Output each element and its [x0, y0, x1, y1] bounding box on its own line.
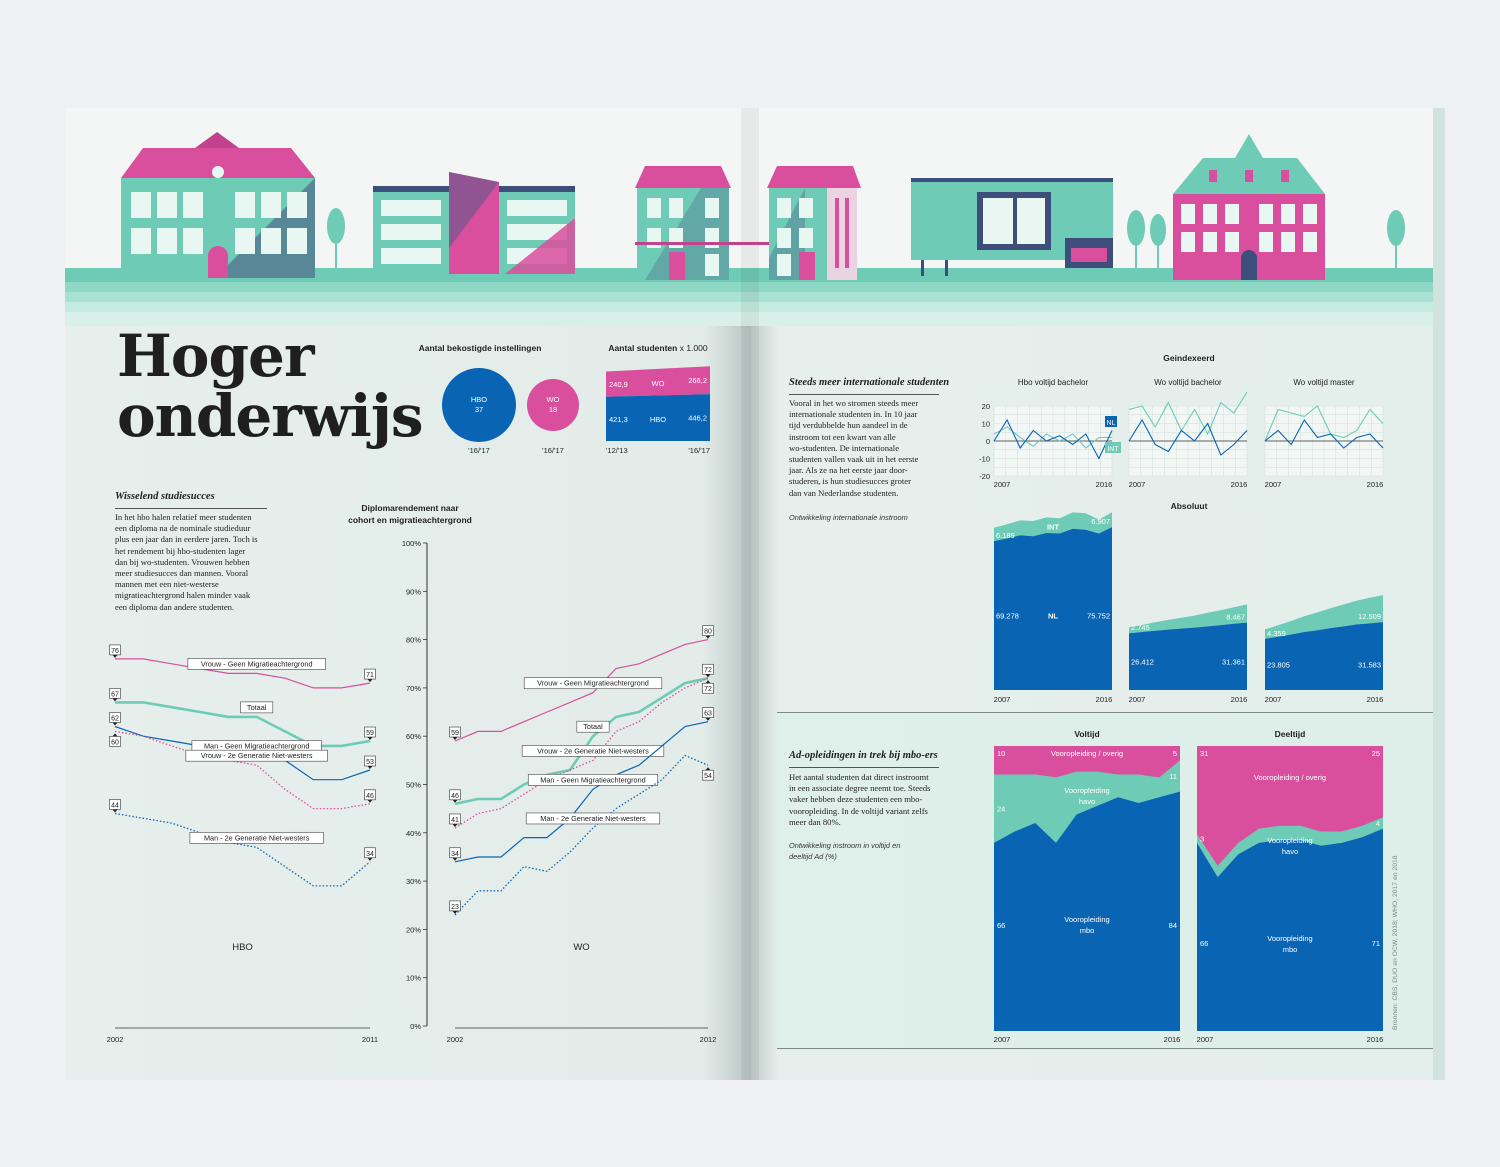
wo-bubble-label: WO	[546, 395, 560, 404]
hbo-rendement-value-label: 59	[366, 730, 374, 738]
ad-heading: Ad-opleidingen in trek bij mbo-ers	[789, 750, 938, 761]
rendement-y-tick-label: 40%	[405, 828, 421, 838]
hbo-rendement-x-start: 2002	[106, 1035, 124, 1044]
ad-panel-title: Deeltijd	[1274, 729, 1306, 739]
international-rule	[789, 394, 939, 395]
wo-bubble-year: '16/'17	[542, 446, 564, 455]
absoluut-int-label: INT	[1046, 522, 1060, 532]
ad-mbo-label: Vooropleiding	[1267, 934, 1313, 943]
wo-rendement-value-label: 23	[451, 903, 459, 911]
rendement-y-tick-label: 90%	[405, 587, 421, 597]
geindexeerd-x-start: 2007	[1264, 480, 1282, 489]
absoluut-x-end: 2016	[1095, 695, 1113, 704]
studiesucces-body: In het hbo halen relatief meer studenten een diploma na de nominale studieduur plus een jaar dan in eerdere jaren. Toch is het rendement bij hbo-studenten lager dan bij wo-studenten. Vrouwen hebben meer studiesucces dan mannen. Vooral mannen met een niet-westerse migratieachtergrond halen minder vaak een diploma dan andere studenten.	[115, 512, 258, 612]
ad-x-end: 2016	[1366, 1035, 1384, 1044]
wo-rendement-series-name: Vrouw - 2e Generatie Niet-westers	[537, 746, 649, 756]
absoluut-int-end: 8.467	[1226, 612, 1245, 622]
hbo-rendement-value-label: 44	[111, 802, 119, 810]
international-body: Vooral in het wo stromen steeds meer internationale studenten in. In 10 jaar tijd verdubbelde hun aandeel in de instroom tot een kwart van alle wo-studenten. De internationale studenten vallen vaak uit in het eerste jaar. Als ze na het eerste jaar door- studeren, is hun studiesucces groter dan van Nederlandse studenten.	[789, 398, 919, 498]
rendement-y-tick-label: 30%	[405, 877, 421, 887]
wo-rendement-value-label: 54	[704, 773, 712, 781]
hbo-rendement-series-name: Man - Geen Migratieachtergrond	[203, 741, 310, 751]
rendement-y-tick-label: 0%	[410, 1022, 421, 1031]
hbo-bubble-value: 37	[474, 405, 484, 414]
hbo-rendement-series-line	[115, 814, 370, 886]
ad-panel-title: Voltijd	[1074, 729, 1100, 739]
hbo-students-start: 421,3	[609, 414, 628, 424]
ad-havo-start: 3	[1200, 834, 1205, 844]
wo-rendement-value-label: 80	[704, 628, 712, 636]
hbo-rendement-value-label: 34	[366, 850, 374, 858]
absoluut-int-end: 6.907	[1091, 517, 1110, 527]
wo-rendement-x-start: 2002	[446, 1035, 464, 1044]
hbo-rendement-series-name: Totaal	[246, 702, 267, 712]
hbo-rendement-value-pointer	[368, 766, 373, 769]
ad-x-start: 2007	[993, 1035, 1011, 1044]
wo-rendement-series-name: Totaal	[583, 722, 603, 732]
ad-mbo-start: 66	[997, 921, 1006, 930]
ad-havo-start: 24	[997, 804, 1006, 814]
absoluut-nl-start: 26.412	[1131, 657, 1154, 667]
wo-rendement-value-label: 63	[704, 710, 712, 718]
geindexeerd-y-label: 0	[985, 437, 990, 446]
wo-rendement-value-label: 34	[451, 850, 459, 858]
ad-x-end: 2016	[1163, 1035, 1181, 1044]
wo-rendement-value-pointer	[706, 767, 711, 770]
hbo-rendement-value-pointer	[368, 737, 373, 740]
absoluut-nl-area	[1129, 623, 1247, 690]
rendement-title: Diplomarendement naar cohort en migratieachtergrond	[348, 503, 472, 525]
hbo-rendement-value-pointer	[113, 655, 118, 658]
students-header: Aantal studenten x 1.000	[608, 343, 708, 353]
international-caption: Ontwikkeling internationale instroom	[789, 513, 908, 522]
geindexeerd-panel-title: Wo voltijd bachelor	[1154, 378, 1222, 387]
wo-rendement-value-label: 72	[704, 667, 712, 675]
absoluut-nl-end: 31.361	[1222, 657, 1245, 667]
hbo-rendement-value-pointer	[113, 810, 118, 813]
students-year-start: '12/'13	[606, 446, 628, 455]
hbo-rendement-value-label: 67	[111, 691, 119, 699]
absoluut-nl-start: 69.278	[996, 611, 1019, 621]
wo-rendement-value-pointer	[706, 674, 711, 677]
hbo-rendement-value-pointer	[368, 858, 373, 861]
ad-mbo-end: 84	[1168, 921, 1177, 930]
hbo-rendement-value-pointer	[113, 733, 118, 736]
geindexeerd-y-label: 10	[981, 419, 990, 429]
geindexeerd-x-start: 2007	[1128, 480, 1146, 489]
rendement-y-tick-label: 60%	[405, 732, 421, 742]
wo-rendement-value-label: 59	[451, 730, 459, 738]
wo-rendement-series-name: Man - 2e Generatie Niet-westers	[540, 813, 646, 823]
hbo-students-end: 446,2	[688, 413, 707, 423]
rendement-y-tick-label: 80%	[405, 635, 421, 645]
rendement-y-tick-label: 100%	[401, 539, 421, 548]
hbo-rendement-series-name: Man - 2e Generatie Niet-westers	[203, 833, 310, 843]
absoluut-x-start: 2007	[993, 695, 1011, 704]
wo-rendement-value-label: 72	[704, 686, 712, 694]
hbo-rendement-series-name: Vrouw - 2e Generatie Niet-westers	[200, 751, 313, 761]
geindexeerd-y-label: 20	[981, 402, 990, 411]
wo-rendement-series-name: Man - Geen Migratieachtergrond	[540, 775, 646, 785]
absoluut-x-start: 2007	[1128, 695, 1146, 704]
geindexeerd-x-end: 2016	[1095, 480, 1113, 489]
ad-mbo-label: mbo	[1282, 945, 1298, 954]
ad-overig-end: 5	[1172, 749, 1177, 758]
hbo-rendement-series-name: Vrouw - Geen Migratieachtergrond	[200, 659, 313, 669]
absoluut-title: Absoluut	[1170, 501, 1208, 511]
studiesucces-heading: Wisselend studiesucces	[115, 491, 215, 502]
wo-rendement-value-pointer	[706, 680, 711, 683]
ad-overig-end: 25	[1371, 749, 1380, 758]
absoluut-nl-area	[994, 527, 1112, 690]
hbo-rendement-value-label: 60	[111, 739, 119, 747]
ad-rule	[789, 767, 939, 768]
hbo-rendement-x-end: 2011	[361, 1035, 379, 1044]
rendement-y-tick-label: 20%	[405, 925, 421, 935]
absoluut-nl-label: NL	[1048, 611, 1058, 621]
rendement-y-tick-label: 50%	[405, 780, 421, 790]
wo-bubble-value: 18	[548, 405, 558, 414]
ad-mbo-label: mbo	[1079, 926, 1095, 935]
hbo-rendement-value-label: 71	[366, 672, 374, 680]
international-heading: Steeds meer internationale studenten	[789, 377, 950, 388]
absoluut-nl-start: 23.805	[1267, 660, 1290, 670]
hbo-students-label: HBO	[649, 414, 667, 424]
hbo-rendement-value-pointer	[368, 800, 373, 803]
geindexeerd-nl-label: NL	[1106, 420, 1116, 427]
absoluut-nl-end: 75.752	[1087, 611, 1110, 621]
geindexeerd-y-label: -20	[979, 472, 990, 481]
ad-x-start: 2007	[1196, 1035, 1214, 1044]
ad-body: Het aantal studenten dat direct instroomt in een associate degree neemt toe. Steeds vaker hebben deze studenten een mbo- vooropleiding. In de voltijd variant zelfs meer dan 80%.	[789, 772, 931, 827]
hbo-bubble-year: '16/'17	[468, 446, 490, 455]
ad-havo-label: Vooropleiding	[1267, 836, 1313, 845]
wo-rendement-series-line	[455, 722, 708, 862]
ad-caption: Ontwikkeling instroom in voltijd en deeltijd Ad (%)	[789, 841, 901, 861]
geindexeerd-panel-title: Wo voltijd master	[1293, 378, 1355, 387]
rendement-y-tick-label: 10%	[405, 973, 421, 983]
hbo-rendement-value-label: 46	[366, 792, 374, 800]
geindexeerd-int-label: INT	[1107, 446, 1119, 453]
wo-rendement-value-pointer	[453, 858, 458, 861]
wo-rendement-value-label: 41	[451, 816, 459, 824]
hbo-rendement-value-pointer	[113, 723, 118, 726]
absoluut-int-start: 4.359	[1267, 628, 1286, 638]
ad-overig-label: Vooropleiding / overig	[1253, 773, 1327, 782]
geindexeerd-title: Geindexeerd	[1163, 353, 1215, 363]
absoluut-int-end: 12.509	[1358, 612, 1381, 622]
wo-rendement-panel-title: WO	[573, 942, 590, 953]
geindexeerd-panel-title: Hbo voltijd bachelor	[1017, 378, 1089, 387]
ad-havo-end: 11	[1169, 771, 1177, 781]
hbo-rendement-value-label: 62	[111, 715, 119, 723]
source-note: Bronnen: CBS, DUO en OCW, 2018; WHO, 2017 en 2018	[1392, 855, 1399, 1030]
ad-overig-start: 10	[997, 749, 1006, 758]
wo-rendement-value-label: 46	[451, 792, 459, 800]
wo-rendement-value-pointer	[706, 636, 711, 639]
wo-rendement-value-pointer	[453, 911, 458, 914]
institutions-header: Aantal bekostigde instellingen	[418, 343, 542, 353]
hbo-bubble-label: HBO	[470, 395, 488, 404]
hbo-rendement-value-pointer	[113, 698, 118, 701]
absoluut-x-end: 2016	[1230, 695, 1248, 704]
wo-students-end: 266,2	[688, 376, 707, 386]
wo-students-label: WO	[651, 378, 665, 388]
ad-mbo-end: 71	[1371, 939, 1380, 948]
wo-rendement-x-end: 2012	[699, 1035, 717, 1044]
ad-overig-label: Vooropleiding / overig	[1050, 749, 1124, 758]
wo-rendement-series-name: Vrouw - Geen Migratieachtergrond	[537, 678, 649, 688]
ad-havo-label: Vooropleiding	[1064, 786, 1110, 795]
geindexeerd-x-end: 2016	[1230, 480, 1248, 489]
ad-havo-label: havo	[1078, 797, 1096, 806]
ad-havo-label: havo	[1281, 847, 1299, 856]
wo-rendement-value-pointer	[706, 718, 711, 721]
wo-rendement-value-pointer	[453, 824, 458, 827]
ad-mbo-start: 66	[1200, 939, 1209, 948]
absoluut-int-start: 2.745	[1131, 623, 1150, 633]
absoluut-nl-end: 31.583	[1358, 660, 1381, 670]
hbo-rendement-value-pointer	[368, 679, 373, 682]
studiesucces-rule	[115, 508, 267, 509]
page-title: Hoger onderwijs	[117, 322, 423, 450]
ad-mbo-label: Vooropleiding	[1064, 915, 1110, 924]
rendement-y-tick-label: 70%	[405, 683, 421, 693]
hbo-rendement-panel-title: HBO	[232, 942, 253, 953]
wo-students-start: 240,9	[609, 380, 628, 390]
hbo-rendement-value-label: 76	[111, 647, 119, 655]
ad-overig-start: 31	[1200, 749, 1209, 758]
absoluut-x-end: 2016	[1366, 695, 1384, 704]
students-year-end: '16/'17	[688, 446, 710, 455]
geindexeerd-y-label: -10	[979, 454, 990, 464]
geindexeerd-x-end: 2016	[1366, 480, 1384, 489]
hbo-rendement-value-label: 53	[366, 759, 374, 767]
absoluut-int-start: 6.189	[996, 531, 1015, 541]
ad-havo-end: 4	[1375, 818, 1380, 828]
wo-rendement-value-pointer	[453, 737, 458, 740]
geindexeerd-x-start: 2007	[993, 480, 1011, 489]
absoluut-x-start: 2007	[1264, 695, 1282, 704]
